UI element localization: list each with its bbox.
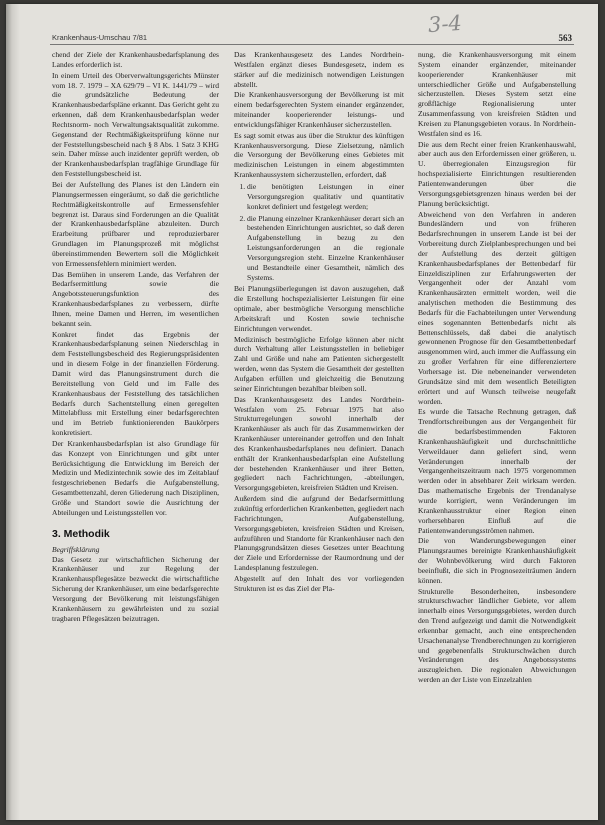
paragraph: Konkret findet das Ergebnis der Krankenhausbedarfsplanung seinen Niederschlag in dem Feststellungsbescheid des Regierungspräsidenten und in diesem Folge in der finanziellen Förderung. Damit wird das Planungsinstrument durch die Bereitstellung von Geld und im Falle des Krankenhausbaus der Feststellung des tatsächlichen Bedarfs durch Sachentstellung einen geregelten Mittelabfluss mit Erstellung einer bedarfsgerechten und im Betrieb funktionierenden Baukörpers konkretisiert. xyxy=(52,329,219,438)
numbered-list xyxy=(234,182,404,282)
text-column-2 xyxy=(234,50,404,595)
paragraph: Es wurde die Tatsache Rechnung getragen, daß Trendfortschreibungen aus der Vergangenheit für die bedarfsbestimmenden Faktoren Krankenhaushäufigkeit und durchschnittliche Verweildauer dann geliefert sind, wenn Veränderungen innerhalb der Vergangenheitszeitraum nach 1975 vorgenommen werden oder in absehbarer Zeit wirksam werden. Das mathematische Ergebnis der Trendanalyse wurde korrigiert, wenn Veränderungen im Krankenhausstruktur einer Region einen vorhersehbaren Einfluß auf die Patientenwanderungsströmen nahmen. xyxy=(418,407,576,535)
page-binding-shadow xyxy=(6,4,20,820)
list-item: 2. die Planung einzelner Krankenhäuser derart sich an bestehenden Einrichtungen ausrichtet, so daß deren Aufgabenstellung in bezug zu den Leistungsanforderungen an die regionale Versorgungsregion steht. Einzelne Krankenhäuser und Bestandteile einer Gesamtheit, nämlich des Systems. xyxy=(247,214,404,283)
paragraph: Medizinisch bestmögliche Erfolge können aber nicht durch Verhaltung aller Leistungsstellen in beliebiger Zahl und Größe und nahe am Patienten sichergestellt werden, wenn das System die Gesamtheit der gestellten Aufgaben erfüllen und gleichzeitig die Benutzung seiner Einrichtungen bezahlbar bleiben soll. xyxy=(234,334,404,393)
journal-page xyxy=(6,4,598,820)
section-heading: 3. Methodik xyxy=(52,527,110,540)
paragraph: Bei Planungsüberlegungen ist davon auszugehen, daß die Erstellung hochspezialisierter Leistungen für eine optimale, aber bestmögliche Versorgung menschliche Arbeitskraft und Kosten sowie technische Einrichtungen verwendet. xyxy=(234,284,404,333)
running-head: Krankenhaus-Umschau 7/81 xyxy=(52,33,148,42)
paragraph: Das Bemühen in unserem Lande, das Verfahren der Bedarfsermittlung sowie die Angebotssteuerungsfunktion des Krankenhausbedarfsplanes zu verbessern, dürfte Ihnen, meine Damen und Herren, im wesentlichen bekannt sein. xyxy=(52,269,219,328)
paragraph: Außerdem sind die aufgrund der Bedarfsermittlung zukünftig erforderlichen Krankenbetten, gegliedert nach Fachrichtungen, Aufgabenstellung, Versorgungsgebieten, kreisfreien Städten und Kreisen, aufzuführen und Standorte für Krankenhäuser nach den Planungsgrundsätzen dieses Gesetzes unter Beachtung der Ziele und Erfordernisse der Raumordnung und der Landesplanung festzulegen. xyxy=(234,494,404,573)
paragraph: Es sagt somit etwas aus über die Struktur des künftigen Krankenhausversorgung. Diese Zielsetzung, nämlich die Versorgung der Bevölkerung eines Gebietes mit medizinischen Leistungen in einem abgestimmten Krankenhaussystem sicherzustellen, erfordert, daß xyxy=(234,130,404,180)
text-column-1 xyxy=(52,50,219,624)
page-number: 563 xyxy=(558,33,572,43)
paragraph: chend der Ziele der Krankenhausbedarfsplanung des Landes erforderlich ist. xyxy=(52,50,219,69)
paragraph: Bei der Aufstellung des Planes ist den Ländern ein Planungsermessen eingeräumt, so daß die gerichtliche Rechtmäßigkeitskontrolle auf Ermessensfehler begrenzt ist. Daraus sind Forderungen an die Qualität der Krankenhausbedarfspläne abzuleiten. Durch Erarbeitung prüfbarer und reproduzierbarer Grundlagen im Planungsprozeß mit möglichst übereinstimmenden Bewertern soll die Möglichkeit von Ermessensfehlern minimiert werden. xyxy=(52,179,219,268)
text-column-3 xyxy=(418,50,576,686)
paragraph: nung, die Krankenhausversorgung mit einem System einander ergänzender, miteinander kooperierender Krankenhäuser mit unterschiedlicher Größe und Aufgabenstellung sicherzustellen. Dieses System setzt eine großflächige Regionalisierung unter Zusammenfassung von kreisfreien Städten und Kreisen zu Planungsgebieten voraus. In Nordrhein-Westfalen sind es 16. xyxy=(418,50,576,138)
paragraph: Das Gesetz zur wirtschaftlichen Sicherung der Krankenhäuser und zur Regelung der Krankenhauspflegesätze bezweckt die wirtschaftliche Sicherung der Krankenhäuser, um eine bedarfsgerechte Versorgung der Bevölkerung mit leistungsfähigen Krankenhäusern zu gewährleisten und zu sozial tragbaren Pflegesätzen beizutragen. xyxy=(52,554,219,623)
paragraph: Abgestellt auf den Inhalt des vor vorliegenden Strukturen ist es das Ziel der Pla- xyxy=(234,573,404,593)
handwritten-note: 3-4 xyxy=(427,10,463,38)
paragraph: Die Krankenhausversorgung der Bevölkerung ist mit einem bedarfsgerechten System einander ergänzender, miteinander kooperierender leistungs- und entwicklungsfähiger Krankenhäuser sicherzustellen. xyxy=(234,90,404,129)
paragraph: Abweichend von den Verfahren in anderen Bundesländern und von früheren Bedarfsrechnungen in unserem Lande ist bei der Vorbereitung durch Zielplanbesprechungen und bei der Aufstellung des derzeit gültigen Krankenhausbedarfsplanes der Bettenbedarf für Einzeldisziplinen zur Erfahrungswerten der Vergangenheit oder der Anzahl vom Krankenhausärzten ermittelt worden, weil die analytischen methoden die Bestimmung des Bedarfs für die Fachabteilungen unter Verwendung eines sogenannten Bettenbedarfs nicht als Bettenschlüssels, daß dabei die analytisch gewonnenen Prognose für den Gesamtbettenbedarf ausgenommen wird, auch immer die Auffassung ein zu großer Verfahren für eine differenziertere Vorhersage ist. Die nebeneinander verwendeten Grundsätze sind mit dem wesentlich Beteiligten erörtert und auf Wunsch teilweise neugefaßt worden. xyxy=(418,209,576,406)
paragraph: Die aus dem Recht einer freien Krankenhauswahl, aber auch aus den Erfordernissen einer größeren, u. U. überregionalen Einzugsregion für hochspezialisierte Einrichtungen resultierenden Patientenwanderungen über die Versorgungsgebietsgrenzen hinaus werden bei der Planung berücksichtigt. xyxy=(418,139,576,208)
paragraph: Strukturelle Besonderheiten, insbesondere strukturschwacher ländlicher Gebiete, vor allem innerhalb eines Versorgungsgebietes, werden durch den Trend aufgezeigt und damit die Notwendigkeit erkennbar gemacht, auch eine entsprechenden Ursachenanalyse Trendberechnungen zu korrigieren und gegebenenfalls Strukturschwächen durch Veränderungen des Angebotssystems auszugleichen. Die regionalen Abweichungen werden an der Liste von Einzelzahlen xyxy=(418,586,576,685)
header-rule xyxy=(50,44,574,45)
paragraph: In einem Urteil des Oberverwaltungsgerichts Münster vom 18. 7. 1979 – XA 629/79 – VI K. 1441/79 – wird die grundsätzliche Bedeutung der Krankenhausbedarfspläne erkannt. Das Gericht geht zu erkennen, daß dem Krankenhausbedarfsplan weder Rechtsnorm- noch Verwaltungsaktsqualität zukomme. Gegenstand der Rechtmäßigkeitsprüfung könne nur der Feststellungsbescheid nach § 8 Abs. 1 Satz 3 KHG sein. Daher müsse auch inzidenter geprüft werden, ob der Krankenhausbedarfsplan tragfähige Grundlage für den Feststellungsbescheid ist. xyxy=(52,70,219,179)
paragraph: Das Krankenhausgesetz des Landes Nordrhein-Westfalen vom 25. Februar 1975 hat also Strukturregelungen sowohl innerhalb der Krankenhäuser als auch für das Zusammenwirken der Krankenhäuser untereinander getroffen und den Inhalt des Krankenhausbedarfsplanes neu definiert. Danach enthält der Krankenhausbedarfsplan eine Aufstellung der bestehenden Krankenhäuser und ihrer Betten, gegliedert nach Fachrichtungen, -abteilungen, Versorgungsgebieten, kreisfreien Städten und Kreisen. xyxy=(234,394,404,493)
paragraph: Der Krankenhausbedarfsplan ist also Grundlage für das Konzept von Einrichtungen und gibt unter Berücksichtigung die Entwicklung im Bereich der Medizin und Medizintechnik sowie des im Zeitablauf festgeschriebenen Bedarfs die Aufgabenstellung, Gesamtbettenzahl, deren Gliederung nach Disziplinen, Größe und Standort sowie die Ausrichtung der Abteilungen und Leistungsstellen vor. xyxy=(52,438,219,517)
list-item: 1. die benötigten Leistungen in einer Versorgungsregion qualitativ und quantitativ konkret definiert und festgelegt werden; xyxy=(247,182,404,212)
subheading: Begriffsklärung xyxy=(52,544,100,554)
paragraph: Das Krankenhausgesetz des Landes Nordrhein-Westfalen ergänzt dieses Bundesgesetz, indem es stärker auf die medizinisch notwendigen Leistungen abstellt. xyxy=(234,50,404,89)
paragraph: Die von Wanderungsbewegungen einer Planungsraumes bereinigte Krankenhaushäufigkeit der Wohnbevölkerung wird durch Faktoren beeinflußt, die sich in Prognosezeiträumen ändern können. xyxy=(418,536,576,585)
